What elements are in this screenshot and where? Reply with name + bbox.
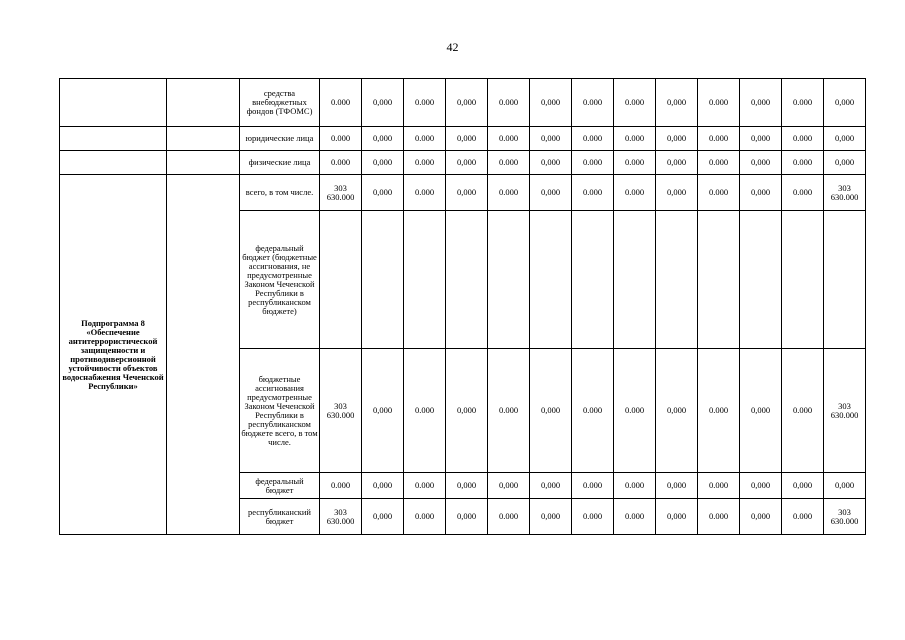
program-cell — [60, 79, 167, 127]
source-cell: всего, в том числе. — [240, 175, 320, 211]
value-cell: 0.000 — [572, 473, 614, 499]
executor-cell — [167, 151, 240, 175]
value-cell: 0.000 — [782, 151, 824, 175]
value-cell: 0,000 — [488, 473, 530, 499]
value-cell: 0,000 — [740, 349, 782, 473]
value-cell: 0,000 — [656, 349, 698, 473]
value-cell: 0.000 — [614, 151, 656, 175]
value-cell: 0.000 — [614, 473, 656, 499]
value-cell: 303 630.000 — [320, 175, 362, 211]
value-cell: 0,000 — [740, 151, 782, 175]
value-cell: 0.000 — [698, 175, 740, 211]
value-cell — [362, 211, 404, 349]
value-cell: 0,000 — [740, 499, 782, 535]
value-cell: 0.000 — [320, 127, 362, 151]
value-cell: 0,000 — [656, 175, 698, 211]
value-cell: 0,000 — [656, 473, 698, 499]
value-cell: 0,000 — [446, 349, 488, 473]
value-cell: 0,000 — [362, 79, 404, 127]
value-cell: 303 630.000 — [824, 499, 866, 535]
table-row — [60, 79, 866, 127]
value-cell: 0,000 — [656, 499, 698, 535]
value-cell: 0,000 — [362, 499, 404, 535]
value-cell: 0.000 — [488, 151, 530, 175]
value-cell: 0.000 — [404, 473, 446, 499]
value-cell — [698, 211, 740, 349]
value-cell: 0,000 — [362, 127, 404, 151]
value-cell: 0.000 — [404, 127, 446, 151]
value-cell: 0,000 — [530, 499, 572, 535]
budget-table — [59, 78, 866, 535]
value-cell: 303 630.000 — [824, 175, 866, 211]
value-cell — [824, 211, 866, 349]
program-cell — [60, 151, 167, 175]
value-cell — [404, 211, 446, 349]
table-row — [60, 175, 866, 211]
value-cell: 0,000 — [362, 473, 404, 499]
value-cell: 0,000 — [362, 175, 404, 211]
value-cell: 0,000 — [530, 473, 572, 499]
value-cell — [782, 211, 824, 349]
value-cell — [614, 211, 656, 349]
program-title-cell: Подпрограмма 8 «Обеспечение антитеррористической защищенности и противодиверсионной устойчивости объектов водоснабжения Чеченской Республики» — [60, 175, 167, 535]
value-cell: 0.000 — [698, 79, 740, 127]
value-cell: 0.000 — [404, 175, 446, 211]
value-cell: 0.000 — [698, 151, 740, 175]
value-cell: 0.000 — [614, 175, 656, 211]
value-cell: 0,000 — [740, 175, 782, 211]
value-cell: 303 630.000 — [824, 349, 866, 473]
value-cell: 0,000 — [656, 127, 698, 151]
value-cell: 0,000 — [362, 349, 404, 473]
value-cell: 0,000 — [446, 473, 488, 499]
value-cell: 0.000 — [488, 175, 530, 211]
value-cell: 0,000 — [740, 473, 782, 499]
source-cell: федеральный бюджет (бюджетные ассигнования, не предусмотренные Законом Чеченской Республики в республиканском бюджете) — [240, 211, 320, 349]
value-cell: 0,000 — [530, 151, 572, 175]
value-cell: 0.000 — [614, 79, 656, 127]
value-cell — [488, 211, 530, 349]
value-cell: 0,000 — [824, 79, 866, 127]
value-cell — [320, 211, 362, 349]
value-cell: 0,000 — [530, 349, 572, 473]
value-cell — [740, 211, 782, 349]
value-cell: 0.000 — [320, 79, 362, 127]
value-cell: 303 630.000 — [320, 349, 362, 473]
executor-cell — [167, 79, 240, 127]
value-cell — [530, 211, 572, 349]
value-cell: 0.000 — [698, 127, 740, 151]
value-cell: 0.000 — [488, 127, 530, 151]
source-cell: средства внебюджетных фондов (ТФОМС) — [240, 79, 320, 127]
value-cell: 0,000 — [656, 79, 698, 127]
value-cell: 0,000 — [362, 151, 404, 175]
value-cell: 0,000 — [824, 473, 866, 499]
value-cell: 0,000 — [446, 175, 488, 211]
source-cell: республиканский бюджет — [240, 499, 320, 535]
value-cell: 0.000 — [782, 79, 824, 127]
value-cell: 0.000 — [698, 499, 740, 535]
value-cell: 0.000 — [572, 499, 614, 535]
value-cell — [446, 211, 488, 349]
value-cell: 0.000 — [404, 151, 446, 175]
value-cell: 0.000 — [572, 175, 614, 211]
value-cell: 0.000 — [698, 349, 740, 473]
value-cell: 0.000 — [614, 349, 656, 473]
value-cell: 0,000 — [446, 127, 488, 151]
value-cell: 0,000 — [446, 151, 488, 175]
value-cell: 0.000 — [782, 127, 824, 151]
value-cell — [572, 211, 614, 349]
value-cell: 0.000 — [572, 349, 614, 473]
page-number: 42 — [446, 40, 459, 54]
value-cell: 0.000 — [320, 473, 362, 499]
value-cell: 0.000 — [404, 349, 446, 473]
source-cell: юридические лица — [240, 127, 320, 151]
value-cell: 0,000 — [824, 127, 866, 151]
value-cell: 0.000 — [404, 499, 446, 535]
value-cell: 0.000 — [572, 79, 614, 127]
source-cell: федеральный бюджет — [240, 473, 320, 499]
value-cell: 0.000 — [782, 499, 824, 535]
value-cell: 0,000 — [740, 79, 782, 127]
value-cell: 0.000 — [782, 349, 824, 473]
value-cell: 0,000 — [530, 175, 572, 211]
value-cell: 0.000 — [614, 499, 656, 535]
value-cell: 0,000 — [530, 79, 572, 127]
table-row — [60, 151, 866, 175]
executor-cell — [167, 175, 240, 535]
program-cell — [60, 127, 167, 151]
value-cell: 303 630.000 — [320, 499, 362, 535]
value-cell: 0.000 — [614, 127, 656, 151]
value-cell: 0,000 — [782, 473, 824, 499]
value-cell: 0.000 — [698, 473, 740, 499]
value-cell: 0,000 — [656, 151, 698, 175]
value-cell: 0,000 — [446, 499, 488, 535]
value-cell: 0.000 — [488, 79, 530, 127]
source-cell: физические лица — [240, 151, 320, 175]
table-row — [60, 127, 866, 151]
value-cell: 0,000 — [446, 79, 488, 127]
source-cell: бюджетные ассигнования предусмотренные Законом Чеченской Республики в республиканском бюджете всего, в том числе. — [240, 349, 320, 473]
value-cell: 0.000 — [572, 127, 614, 151]
value-cell: 0.000 — [488, 349, 530, 473]
value-cell: 0,000 — [530, 127, 572, 151]
value-cell: 0.000 — [488, 499, 530, 535]
executor-cell — [167, 127, 240, 151]
value-cell: 0.000 — [782, 175, 824, 211]
value-cell: 0,000 — [824, 151, 866, 175]
value-cell: 0.000 — [320, 151, 362, 175]
value-cell: 0,000 — [740, 127, 782, 151]
value-cell: 0.000 — [404, 79, 446, 127]
value-cell — [656, 211, 698, 349]
value-cell: 0.000 — [572, 151, 614, 175]
